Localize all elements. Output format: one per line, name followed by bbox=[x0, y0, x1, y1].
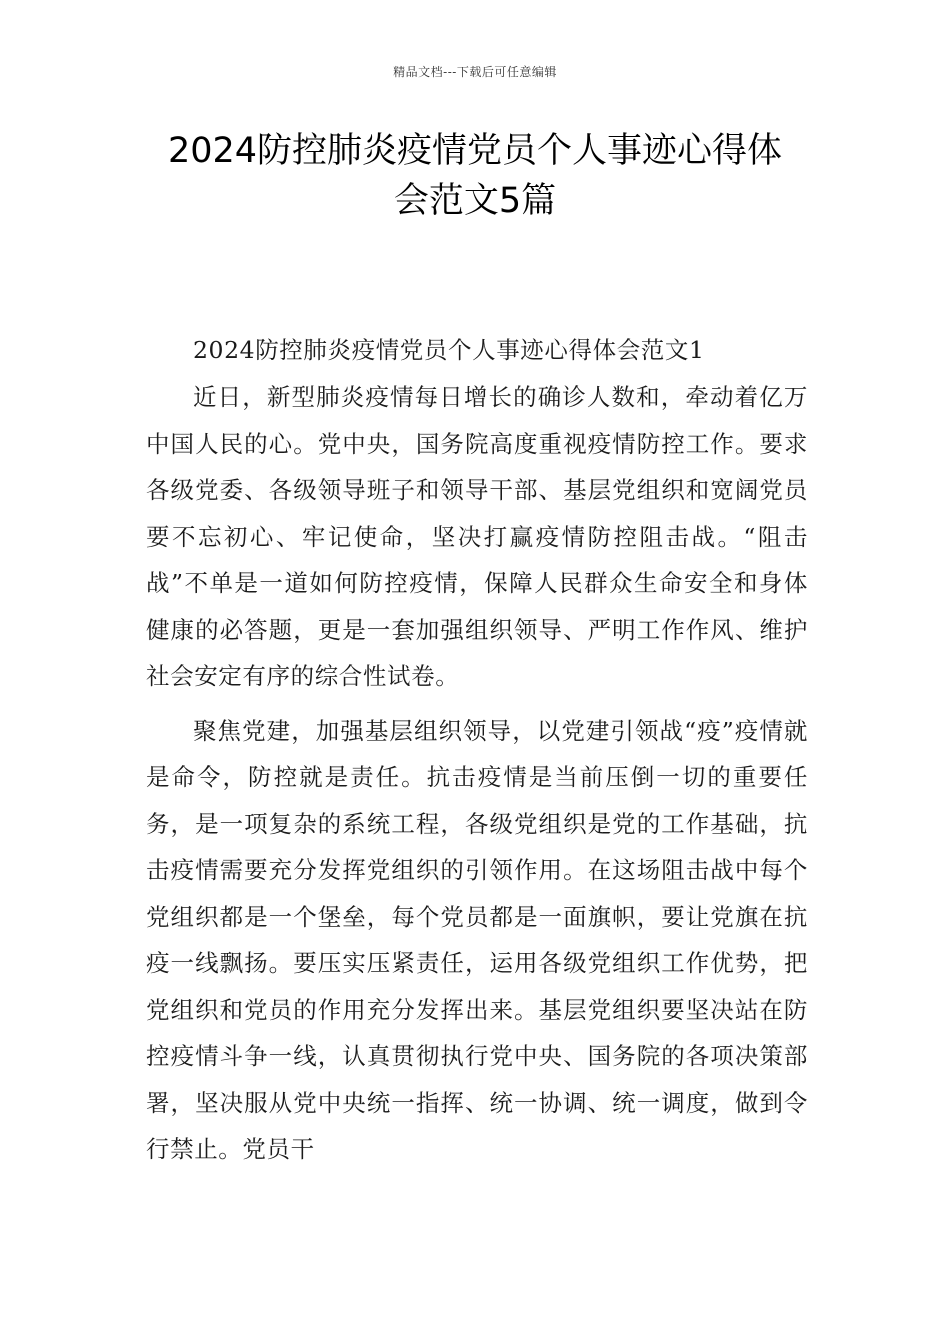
page-header: 精品文档---下载后可任意编辑 bbox=[393, 65, 557, 79]
document-body bbox=[146, 328, 808, 1173]
document-title-line-1: 2024防控肺炎疫情党员个人事迹心得体 bbox=[167, 131, 783, 171]
body-paragraph-2: 聚焦党建，加强基层组织领导，以党建引领战“疫”疫情就是命令，防控就是责任。抗击疫情是当前压倒一切的重要任务，是一项复杂的系统工程，各级党组织是党的工作基础，抗击疫情需要充分发挥党组织的引领作用。在这场阻击战中每个党组织都是一个堡垒，每个党员都是一面旗帜，要让党旗在抗疫一线飘扬。要压实压紧责任，运用各级党组织工作优势，把党组织和党员的作用充分发挥出来。基层党组织要坚决站在防控疫情斗争一线，认真贯彻执行党中央、国务院的各项决策部署，坚决服从党中央统一指挥、统一协调、统一调度，做到令行禁止。党员干 bbox=[146, 716, 808, 1163]
document-title-line-2: 会范文5篇 bbox=[393, 181, 557, 221]
document-title bbox=[130, 126, 820, 226]
body-paragraph-1: 近日，新型肺炎疫情每日增长的确诊人数和，牵动着亿万中国人民的心。党中央，国务院高度重视疫情防控工作。要求各级党委、各级领导班子和领导干部、基层党组织和宽阔党员要不忘初心、牢记使命，坚决打赢疫情防控阻击战。“阻击战”不单是一道如何防控疫情，保障人民群众生命安全和身体健康的必答题，更是一套加强组织领导、严明工作作风、维护社会安定有序的综合性试卷。 bbox=[146, 383, 808, 690]
section-subheading: 2024防控肺炎疫情党员个人事迹心得体会范文1 bbox=[193, 336, 705, 364]
